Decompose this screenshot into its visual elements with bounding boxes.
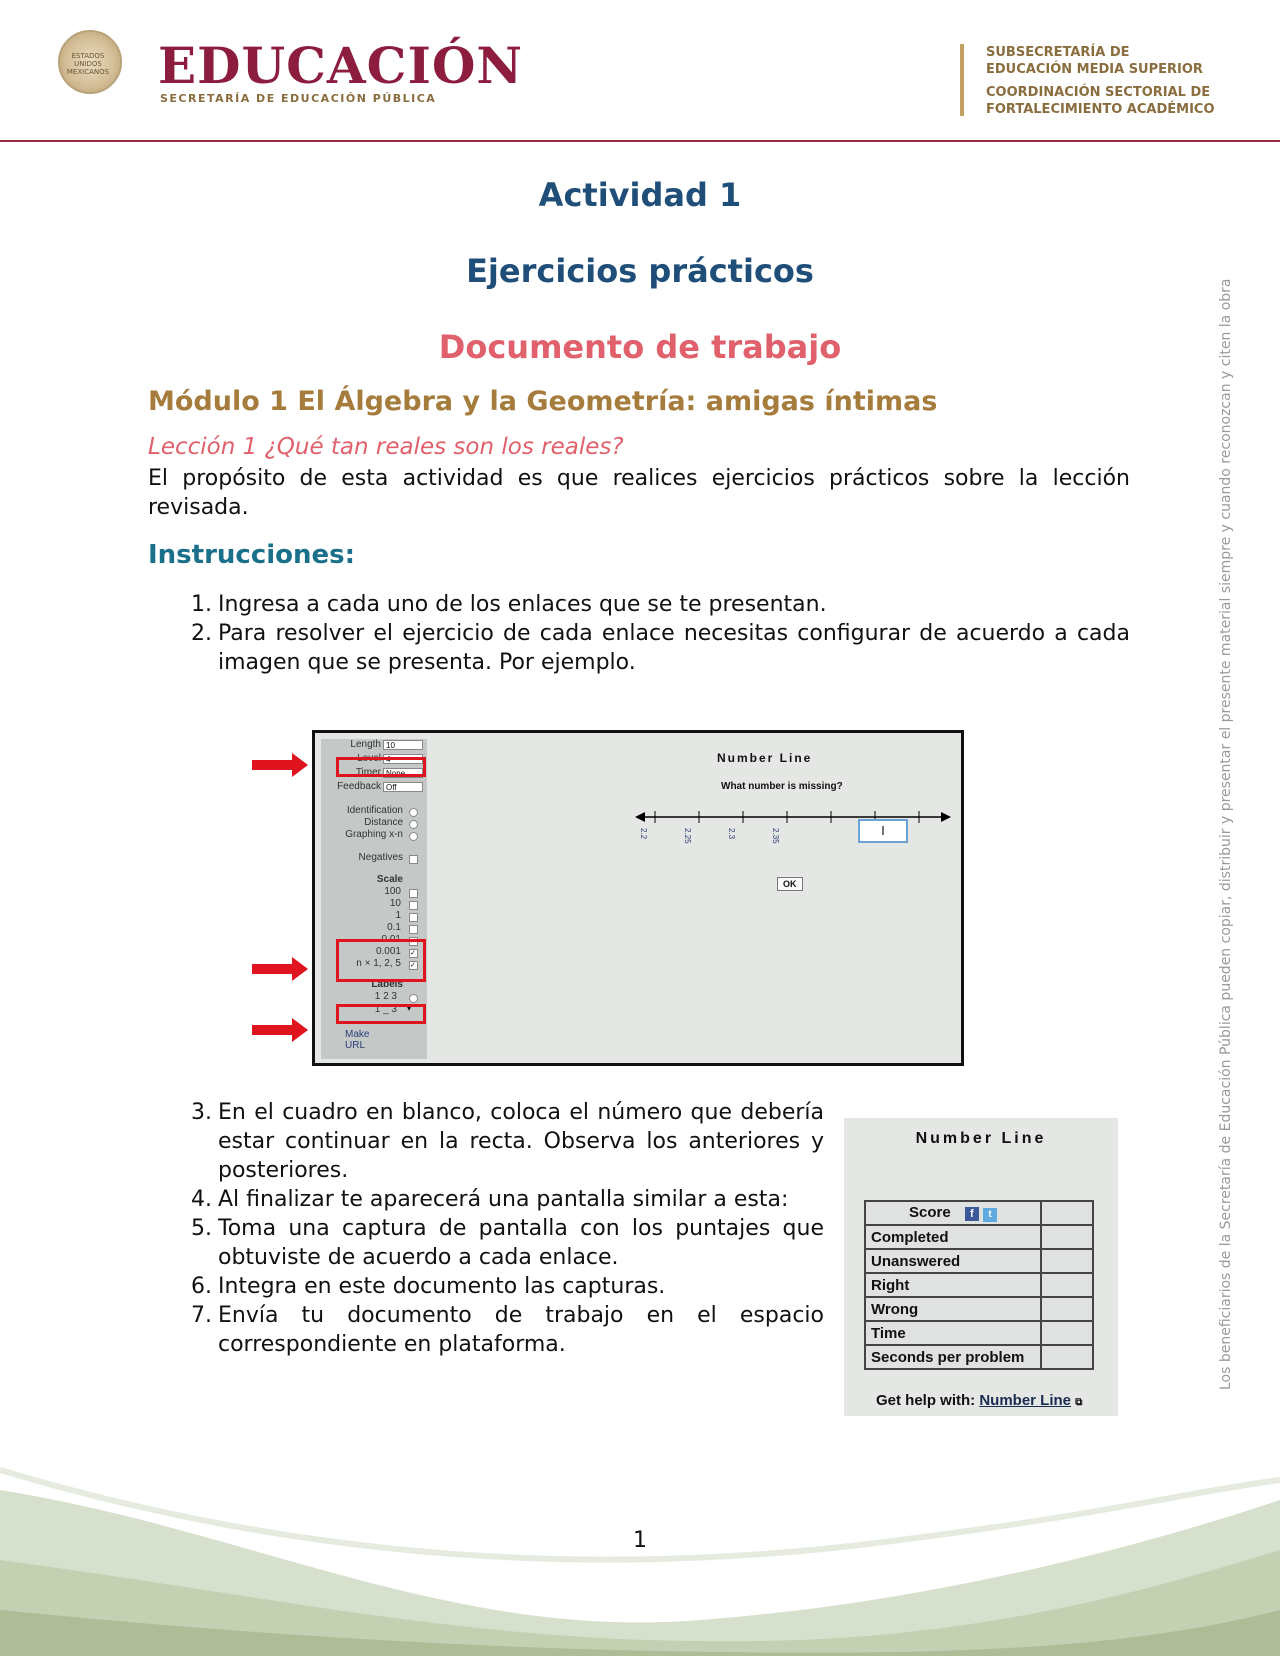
list-item: 4. Al finalizar te aparecerá una pantalla similar a esta:: [191, 1187, 789, 1212]
table-row: Unanswered: [865, 1249, 1093, 1273]
twitter-icon[interactable]: t: [983, 1208, 997, 1222]
scale-0-01-checkbox[interactable]: ✓: [409, 937, 418, 946]
coordinacion-label: COORDINACIÓN SECTORIAL DE FORTALECIMIENTO ACADÉMICO: [986, 85, 1215, 117]
red-arrow: [252, 964, 306, 974]
settings-sidebar: Length 10 Level 4 Timer None Feedback Off Identification Distance Graphing x-n Negatives Scale 100 10 1 0.1 0.01 ✓ 0.001 ✓ n × 1, 2, 5 ✓ Labels 1 2 3 1 _ 3 ▾ Make URL: [321, 739, 427, 1059]
external-link-icon: ⧉: [1075, 1397, 1083, 1408]
tick-label: 2.3: [727, 828, 736, 840]
list-item: 2. Para resolver el ejercicio de cada enlace necesitas configurar de acuerdo a cada imagen que se presenta. Por ejemplo.: [191, 621, 1130, 675]
score-label: Score: [908, 1204, 951, 1221]
ok-button[interactable]: OK: [777, 877, 803, 891]
table-row: Right: [865, 1273, 1093, 1297]
exercises-title: Ejercicios prácticos: [466, 252, 814, 290]
distance-radio[interactable]: [409, 820, 418, 829]
answer-input[interactable]: I: [858, 819, 908, 843]
labels-select-arrow[interactable]: ▾: [407, 1004, 412, 1013]
list-item: 7. Envía tu documento de trabajo en el espacio correspondiente en plataforma.: [191, 1303, 824, 1357]
lesson-heading: Lección 1 ¿Qué tan reales son los reales?: [148, 434, 624, 460]
identification-radio[interactable]: [409, 808, 418, 817]
educacion-logo-title: EDUCACIÓN: [158, 36, 524, 95]
table-row: Wrong: [865, 1297, 1093, 1321]
help-line: Get help with: Number Line ⧉: [876, 1392, 1083, 1409]
make-url-link[interactable]: Make URL: [345, 1029, 370, 1051]
highlight-scale: [336, 939, 426, 982]
page-number: 1: [633, 1528, 647, 1553]
tick-label: 2.25: [683, 828, 692, 844]
list-item: 3. En el cuadro en blanco, coloca el número que debería estar continuar en la recta. Observa los anteriores y posteriores.: [191, 1100, 824, 1183]
header-divider: [960, 44, 964, 116]
length-select[interactable]: 10: [383, 740, 423, 750]
timer-select[interactable]: None: [383, 768, 423, 778]
red-arrow: [252, 1025, 306, 1035]
scale-0-1-checkbox[interactable]: [409, 925, 418, 934]
subsecretaria-label: SUBSECRETARÍA DE EDUCACIÓN MEDIA SUPERIOR: [986, 45, 1203, 77]
scale-0-001-checkbox[interactable]: ✓: [409, 949, 418, 958]
scale-10-checkbox[interactable]: [409, 901, 418, 910]
highlight-labels: [336, 1004, 426, 1024]
score-value: [1041, 1201, 1093, 1225]
graphing-radio[interactable]: [409, 832, 418, 841]
red-arrow: [252, 760, 306, 770]
tick-label: 2.35: [771, 828, 780, 844]
level-select[interactable]: 4: [383, 754, 423, 764]
license-vertical-text: Los beneficiarios de la Secretaría de Educación Pública pueden copiar, distribuir y presentar el presente material siempre y cuando reconozcan y citen la obra: [1218, 278, 1234, 1390]
header-rule: [0, 140, 1280, 142]
number-line-title: Number Line: [717, 751, 813, 765]
score-table: [864, 1200, 1094, 1370]
negatives-checkbox[interactable]: [409, 855, 418, 864]
highlight-level: [336, 757, 426, 777]
sep-subtitle: SECRETARÍA DE EDUCACIÓN PÚBLICA: [160, 92, 437, 105]
tick-label: 2.2: [639, 828, 648, 840]
purpose-paragraph: El propósito de esta actividad es que realices ejercicios prácticos sobre la lección revisada.: [148, 466, 1130, 520]
scale-n-checkbox[interactable]: ✓: [409, 961, 418, 970]
facebook-icon[interactable]: f: [965, 1207, 979, 1221]
document-title: Documento de trabajo: [438, 328, 842, 366]
instructions-heading: Instrucciones:: [148, 540, 356, 570]
list-item: 1. Ingresa a cada uno de los enlaces que se te presentan.: [191, 592, 827, 617]
list-item: 6. Integra en este documento las capturas.: [191, 1274, 666, 1299]
module-heading: Módulo 1 El Álgebra y la Geometría: amigas íntimas: [148, 386, 938, 417]
table-row: Time: [865, 1321, 1093, 1345]
seal-text: ESTADOS UNIDOS MEXICANOS: [66, 52, 110, 76]
table-row: Completed: [865, 1225, 1093, 1249]
question-text: What number is missing?: [721, 781, 843, 792]
number-line-help-link[interactable]: Number Line: [979, 1392, 1072, 1409]
feedback-select[interactable]: Off: [383, 782, 423, 792]
labels-radio-1[interactable]: [409, 994, 418, 1003]
table-row: [865, 1201, 1093, 1225]
score-panel-figure: [844, 1118, 1118, 1416]
score-panel-title: Number Line: [915, 1130, 1047, 1147]
activity-title: Actividad 1: [538, 176, 742, 214]
scale-100-checkbox[interactable]: [409, 889, 418, 898]
scale-1-checkbox[interactable]: [409, 913, 418, 922]
number-line-settings-figure: [312, 730, 964, 1066]
table-row: Seconds per problem: [865, 1345, 1093, 1369]
list-item: 5. Toma una captura de pantalla con los puntajes que obtuviste de acuerdo a cada enlace.: [191, 1216, 824, 1270]
